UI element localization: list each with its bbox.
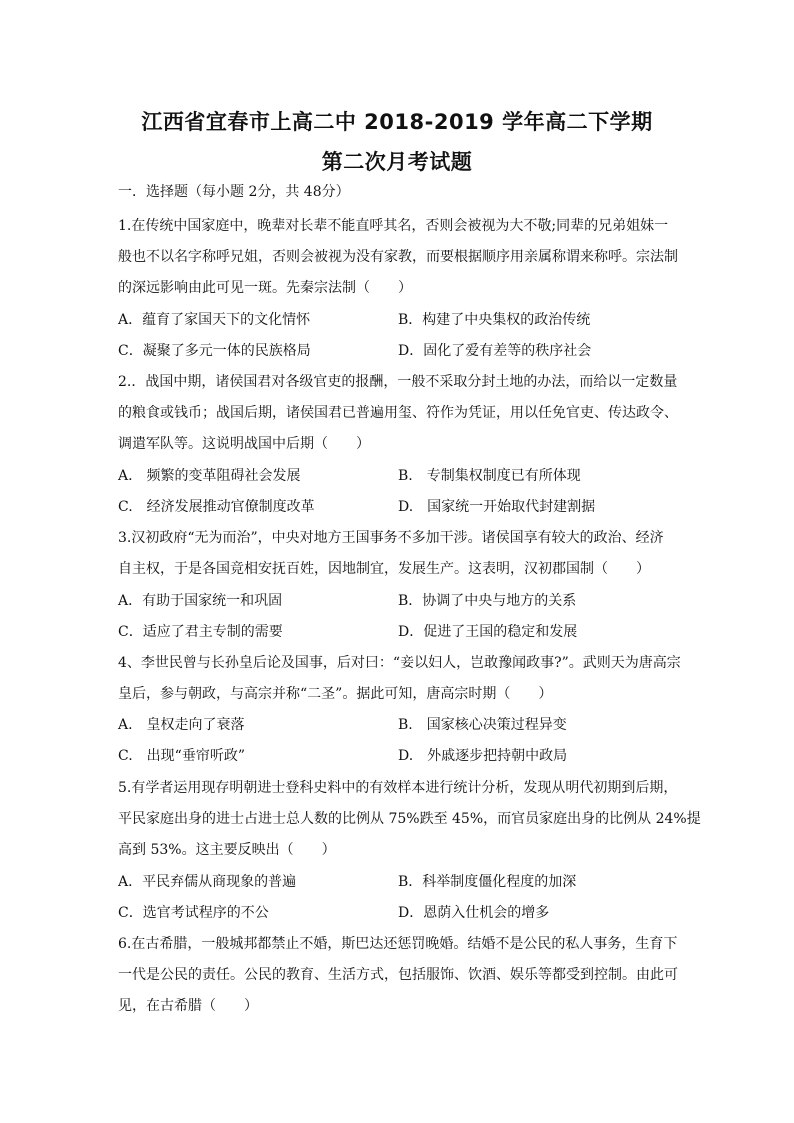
question-text-line: 3.汉初政府“无为而治”，中央对地方王国事务不多加干涉。诸侯国享有较大的政治、经济 [118, 530, 664, 546]
question-text-line: 平民家庭出身的进士占进士总人数的比例从 75%跌至 45%，而官员家庭出身的比例从 24%提 [118, 811, 701, 827]
option-d: D．恩荫入仕机会的增多 [398, 905, 550, 921]
option-b: B．协调了中央与地方的关系 [398, 593, 577, 609]
option-a: A. 频繁的变革阻碍社会发展 [118, 468, 301, 484]
option-b: B. 国家核心决策过程异变 [398, 717, 567, 733]
document-subtitle: 第二次月考试题 [321, 150, 473, 174]
option-b: B. 专制集权制度已有所体现 [398, 468, 581, 484]
option-d: D. 国家统一开始取代封建割据 [398, 499, 596, 515]
question-text-line: 自主权，于是各国竞相安抚百姓，因地制宜，发展生产。这表明，汉初郡国制（ ） [118, 561, 650, 577]
question-text-line: 皇后，参与朝政，与高宗并称“二圣”。据此可知，唐高宗时期（ ） [118, 686, 553, 702]
question-text-line: 2.．战国中期，诸侯国君对各级官吏的报酬，一般不采取分封土地的办法，而给以一定数量 [118, 374, 678, 390]
option-c: C. 出现“垂帘听政” [118, 748, 245, 764]
question-text-line: 的粮食或钱币；战国后期，诸侯国君已普遍用玺、符作为凭证，用以任免官吏、传达政令、 [118, 405, 678, 421]
option-a: A．蕴育了家国天下的文化情怀 [118, 312, 311, 328]
option-c: C．选官考试程序的不公 [118, 905, 269, 921]
option-a: A．有助于国家统一和巩固 [118, 593, 283, 609]
option-c: C．适应了君主专制的需要 [118, 624, 283, 640]
document-title: 江西省宜春市上高二中 2018-2019 学年高二下学期 [141, 110, 653, 134]
question-text-line: 般也不以名字称呼兄姐，否则会被视为没有家教，而要根据顺序用亲属称谓来称呼。宗法制 [118, 249, 678, 265]
option-d: D．固化了爱有差等的秩序社会 [398, 343, 592, 359]
question-text-line: 高到 53%。这主要反映出（ ） [118, 842, 336, 858]
question-text-line: 1.在传统中国家庭中，晚辈对长辈不能直呼其名，否则会被视为大不敬;同辈的兄弟姐妹一 [118, 218, 669, 234]
option-a: A．平民弃儒从商现象的普遍 [118, 874, 297, 890]
question-text-line: 4、李世民曾与长孙皇后论及国事，后对曰：“妾以妇人，岂敢豫闻政事?”。武则天为唐高宗 [118, 655, 681, 671]
option-d: D. 外戚逐步把持朝中政局 [398, 748, 568, 764]
section-heading: 一．选择题（每小题 2分，共 48分） [118, 184, 350, 200]
option-a: A. 皇权走向了衰落 [118, 717, 245, 733]
question-text-line: 5.有学者运用现存明朝进士登科史料中的有效样本进行统计分析，发现从明代初期到后期， [118, 780, 678, 796]
option-b: B．科举制度僵化程度的加深 [398, 874, 577, 890]
option-c: C. 经济发展推动官僚制度改革 [118, 499, 315, 515]
option-b: B．构建了中央集权的政治传统 [398, 312, 591, 328]
question-text-line: 的深远影响由此可见一斑。先秦宗法制（ ） [118, 280, 412, 296]
question-text-line: 一代是公民的责任。公民的教育、生活方式，包括服饰、饮酒、娱乐等都受到控制。由此可 [118, 967, 678, 983]
option-d: D．促进了王国的稳定和发展 [398, 624, 578, 640]
question-text-line: 6.在古希腊，一般城邦都禁止不婚，斯巴达还惩罚晚婚。结婚不是公民的私人事务，生育下 [118, 936, 678, 952]
question-text-line: 见，在古希腊（ ） [118, 998, 258, 1014]
question-text-line: 调遣军队等。这说明战国中后期（ ） [118, 436, 370, 452]
option-c: C．凝聚了多元一体的民族格局 [118, 343, 311, 359]
